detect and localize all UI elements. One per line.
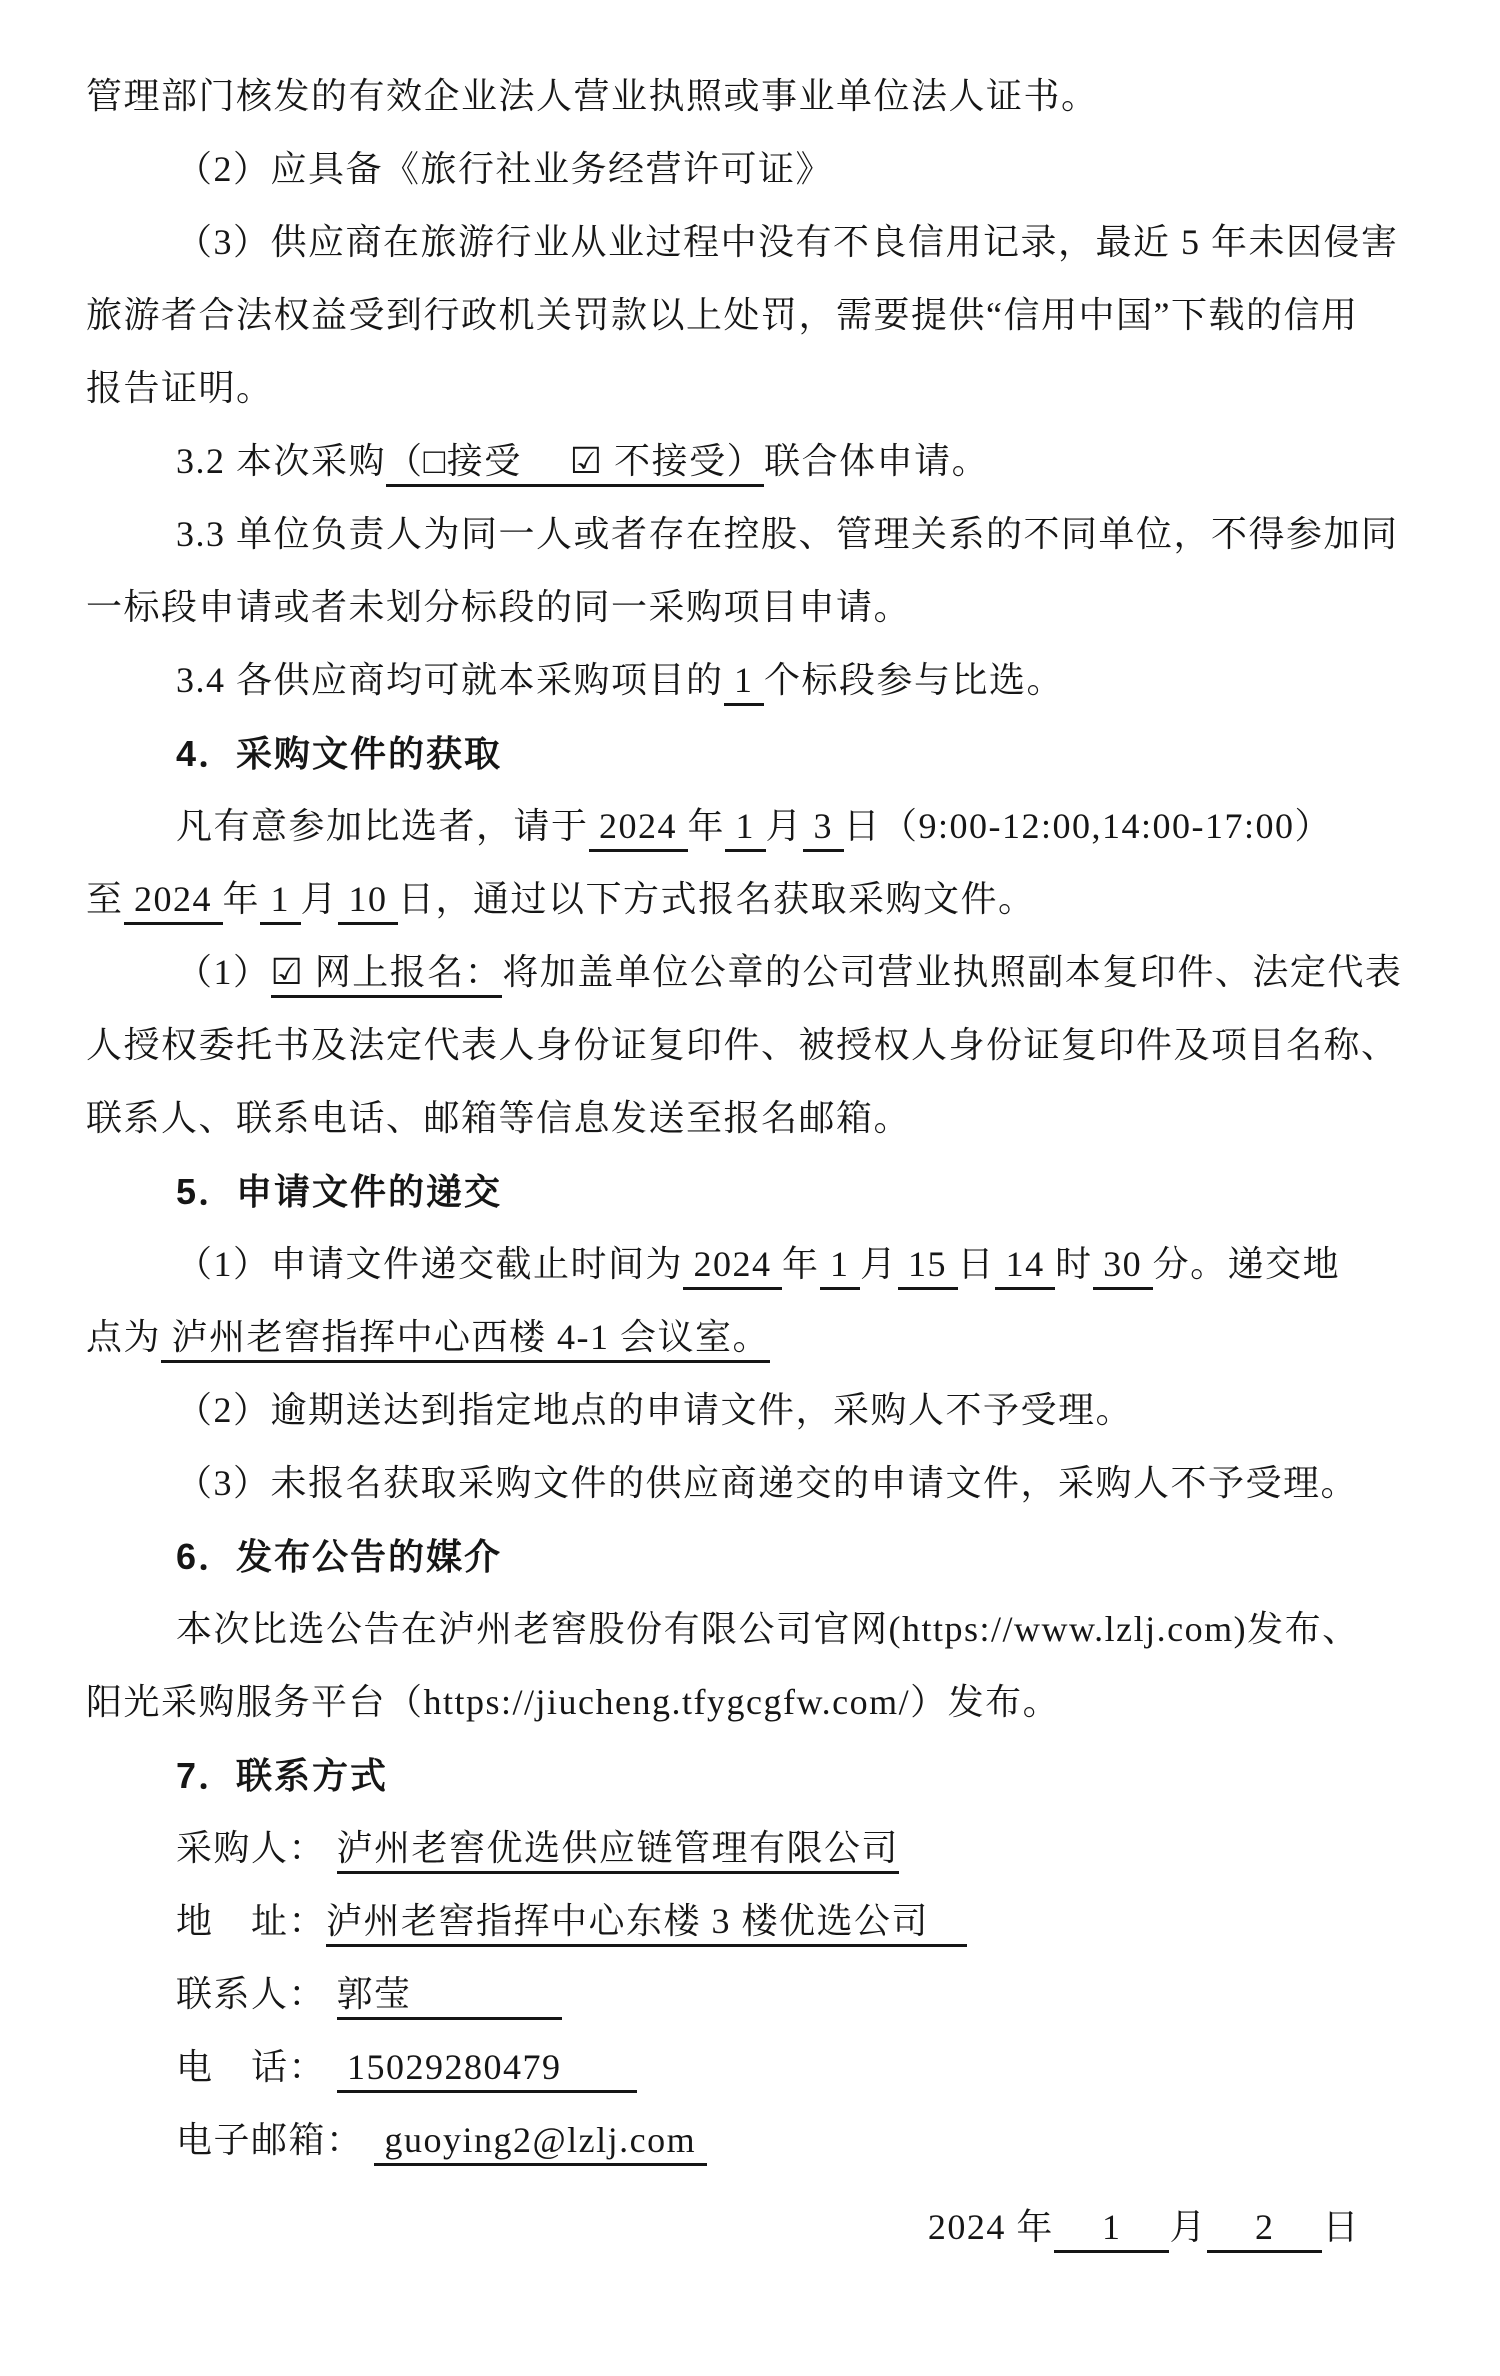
text-run: 年: [222, 879, 261, 919]
clause-3-3-same-person: [86, 498, 1422, 571]
text-run: 至: [86, 879, 124, 919]
text-run: 阳光采购服务平台（https://jiucheng.tfygcgfw.com/）发布。: [86, 1682, 1061, 1722]
text-run: 3.4 各供应商均可就本采购项目的: [176, 660, 724, 700]
text-run: 地 址：: [176, 1901, 327, 1941]
text-run: 时: [1055, 1244, 1093, 1284]
item-5-2-late: [86, 1374, 1422, 1447]
text-run: 月: [1169, 2207, 1207, 2247]
text-run: 凡有意参加比选者，请于: [176, 806, 589, 846]
contact-address: [86, 1885, 1422, 1958]
text-run: 年: [782, 1244, 820, 1284]
text-run: 月: [300, 879, 339, 919]
text-run: （1）申请文件递交截止时间为: [176, 1244, 684, 1284]
underlined-field: 15029280479: [337, 2047, 637, 2093]
text-run: 点为: [86, 1317, 162, 1357]
text-run: 报告证明。: [86, 368, 274, 408]
underlined-field: 2024: [683, 1244, 782, 1290]
underlined-field: 1: [725, 806, 766, 852]
clause-3-2-joint-bid: [86, 425, 1422, 498]
clause-3-4-sections: [86, 644, 1422, 717]
text-run: 5．申请文件的递交: [176, 1171, 503, 1212]
text-run: 月: [765, 806, 804, 846]
text-run: 管理部门核发的有效企业法人营业执照或事业单位法人证书。: [86, 76, 1099, 116]
underlined-field: 1: [820, 1244, 861, 1290]
heading-6-media: [86, 1520, 1422, 1593]
underlined-field: 泸州老窖指挥中心东楼 3 楼优选公司: [326, 1901, 967, 1947]
underlined-field: guoying2@lzlj.com: [374, 2120, 707, 2166]
text-run: 月: [860, 1244, 898, 1284]
item-1-online-registration-cont-2: [86, 1082, 1422, 1155]
date-line: [86, 2191, 1422, 2264]
para-6-announcement-cont: [86, 1666, 1422, 1739]
underlined-field: 30: [1093, 1244, 1153, 1290]
text-run: 人授权委托书及法定代表人身份证复印件、被授权人身份证复印件及项目名称、: [86, 1025, 1399, 1065]
text-run: 分。递交地: [1152, 1244, 1341, 1284]
underlined-field: 不接受）: [604, 441, 765, 487]
heading-4-obtain-documents: [86, 717, 1422, 790]
underlined-field: 3: [803, 806, 844, 852]
text-run: （2）应具备《旅行社业务经营许可证》: [176, 149, 834, 189]
document-body: [86, 60, 1422, 2264]
item-3-credit-record-cont-2: [86, 352, 1422, 425]
heading-5-submission: [86, 1155, 1422, 1228]
underlined-field: 接受: [447, 441, 570, 487]
underlined-field: 14: [995, 1244, 1055, 1290]
text-run: 6．发布公告的媒介: [176, 1536, 503, 1577]
text-run: 旅游者合法权益受到行政机关罚款以上处罚，需要提供“信用中国”下载的信用: [86, 295, 1359, 335]
item-3-credit-record-cont-1: [86, 279, 1422, 352]
underlined-field: 1: [724, 660, 765, 706]
para-4-registration-period: [86, 790, 1422, 863]
item-5-3-unregistered: [86, 1447, 1422, 1520]
item-1-online-registration: [86, 936, 1422, 1009]
text-run: （3）供应商在旅游行业从业过程中没有不良信用记录，最近 5 年未因侵害: [176, 222, 1399, 262]
underlined-field: 10: [338, 879, 398, 925]
contact-person: [86, 1958, 1422, 2031]
text-run: （2）逾期送达到指定地点的申请文件，采购人不予受理。: [176, 1390, 1134, 1430]
text-run: 将加盖单位公章的公司营业执照副本复印件、法定代表: [502, 952, 1403, 992]
item-5-1-deadline-cont: [86, 1301, 1422, 1374]
text-run: 电子邮箱：: [176, 2120, 375, 2160]
checkbox-checked-icon: ☑: [271, 952, 305, 998]
heading-7-contact: [86, 1739, 1422, 1812]
text-run: （1）: [176, 952, 271, 992]
checkbox-checked-icon: ☑: [570, 441, 604, 487]
text-run: 一标段申请或者未划分标段的同一采购项目申请。: [86, 587, 912, 627]
text-run: 日（9:00-12:00,14:00-17:00）: [843, 806, 1333, 846]
text-run: （3）未报名获取采购文件的供应商递交的申请文件，采购人不予受理。: [176, 1463, 1359, 1503]
text-run: 联系人、联系电话、邮箱等信息发送至报名邮箱。: [86, 1098, 912, 1138]
contact-purchaser: [86, 1812, 1422, 1885]
line-cert-continuation: [86, 60, 1422, 133]
checkbox-unchecked-icon: □: [424, 441, 447, 487]
contact-phone: [86, 2031, 1422, 2104]
underlined-field: 2: [1207, 2207, 1323, 2253]
text-run: 2024 年: [927, 2207, 1054, 2247]
text-run: 7．联系方式: [176, 1755, 389, 1796]
underlined-field: 郭莹: [337, 1974, 562, 2020]
underlined-field: 2024: [589, 806, 688, 852]
underlined-field: （: [386, 441, 424, 487]
item-1-online-registration-cont-1: [86, 1009, 1422, 1082]
item-3-credit-record: [86, 206, 1422, 279]
item-2-travel-license: [86, 133, 1422, 206]
text-run: 4．采购文件的获取: [176, 733, 503, 774]
text-run: 联系人：: [176, 1974, 337, 2014]
text-run: 3.3 单位负责人为同一人或者存在控股、管理关系的不同单位，不得参加同: [176, 514, 1399, 554]
underlined-field: 泸州老窖优选供应链管理有限公司: [337, 1828, 900, 1874]
underlined-field: 1: [1054, 2207, 1170, 2253]
underlined-field: 2024: [124, 879, 223, 925]
underlined-field: 泸州老窖指挥中心西楼 4-1 会议室。: [161, 1317, 770, 1363]
underlined-field: 1: [260, 879, 301, 925]
item-5-1-deadline: [86, 1228, 1422, 1301]
text-run: 日: [957, 1244, 996, 1284]
para-6-announcement: [86, 1593, 1422, 1666]
text-run: 日: [1322, 2207, 1360, 2247]
text-run: 电 话：: [176, 2047, 337, 2087]
text-run: 本次比选公告在泸州老窖股份有限公司官网(https://www.lzlj.com)发布、: [176, 1609, 1360, 1649]
para-4-registration-period-cont: [86, 863, 1422, 936]
text-run: 联合体申请。: [764, 441, 990, 481]
contact-email: [86, 2104, 1422, 2177]
text-run: 个标段参与比选。: [764, 660, 1065, 700]
underlined-field: 网上报名：: [304, 952, 502, 998]
text-run: 日，通过以下方式报名获取采购文件。: [398, 879, 1036, 919]
clause-3-3-cont: [86, 571, 1422, 644]
underlined-field: 15: [898, 1244, 958, 1290]
text-run: 年: [687, 806, 726, 846]
text-run: 采购人：: [176, 1828, 337, 1868]
text-run: 3.2 本次采购: [176, 441, 387, 481]
